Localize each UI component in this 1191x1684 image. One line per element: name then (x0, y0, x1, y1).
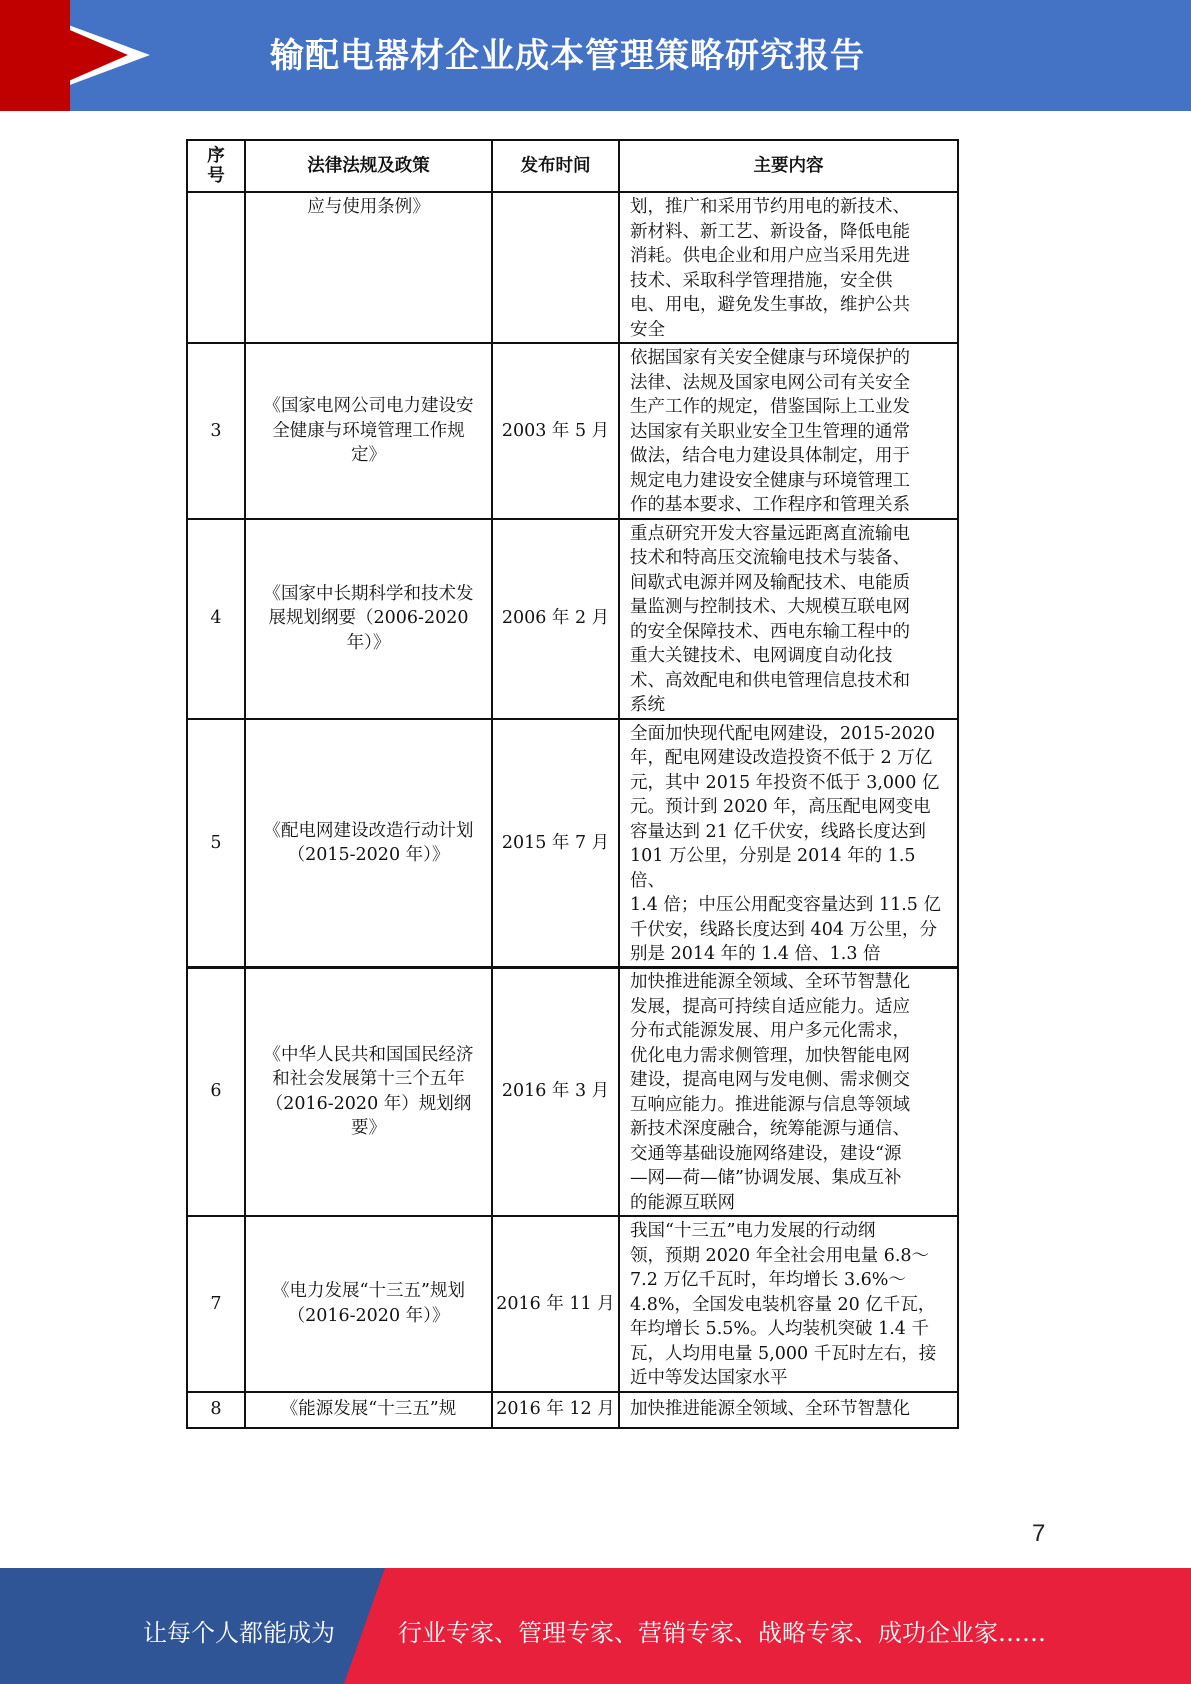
content-line: —网—荷—储”协调发展、集成互补 (630, 1168, 902, 1188)
row-date (492, 192, 619, 343)
content-line: 我国“十三五”电力发展的行动纲 (630, 1221, 876, 1241)
content-line: 的安全保障技术、西电东输工程中的 (630, 621, 910, 642)
content-line: 4.8%，全国发电装机容量 20 亿千瓦， (630, 1294, 936, 1315)
row-date: 2016 年 11 月 (492, 1216, 619, 1392)
header-num (187, 140, 245, 192)
row-content (619, 1216, 958, 1392)
header-law: 法律法规及政策 (245, 140, 492, 192)
content-line: 交通等基础设施网络建设，建设“源 (630, 1143, 902, 1164)
content-line: 容量达到 21 亿千伏安，线路长度达到 (630, 821, 926, 842)
row-content (619, 967, 958, 1216)
row-law: 《配电网建设改造行动计划（2015-2020 年）》 (245, 719, 492, 968)
row-content (619, 1392, 958, 1428)
content-line: 1.4 倍；中压公用配变容量达到 11.5 亿 (630, 895, 941, 915)
row-num: 7 (187, 1216, 245, 1392)
row-content (619, 719, 958, 968)
row-num (187, 192, 245, 343)
content-line: 依据国家有关安全健康与环境保护的 (630, 348, 910, 368)
content-line: 分布式能源发展、用户多元化需求， (630, 1021, 910, 1041)
row-content (619, 192, 958, 343)
page-footer (0, 1568, 1191, 1684)
header-num-line2: 号 (207, 166, 225, 186)
content-line: 消耗。供电企业和用户应当采用先进 (630, 246, 910, 266)
content-line: 优化电力需求侧管理，加快智能电网 (630, 1045, 910, 1066)
table-row (187, 192, 958, 343)
table-header-row (187, 140, 958, 192)
content-line: 建设，提高电网与发电侧、需求侧交 (630, 1070, 910, 1090)
content-line: 千伏安，线路长度达到 404 万公里，分 (630, 919, 938, 940)
page-header (0, 0, 1191, 111)
content-line: 生产工作的规定，借鉴国际上工业发 (630, 397, 910, 417)
content-line: 加快推进能源全领域、全环节智慧化 (630, 972, 910, 992)
content-line: 电、用电，避免发生事故，维护公共 (630, 295, 910, 315)
content-line: 新技术深度融合，统筹能源与通信、 (630, 1119, 910, 1139)
row-date: 2006 年 2 月 (492, 519, 619, 719)
content-line: 间歇式电源并网及输配技术、电能质 (630, 572, 910, 593)
content-line: 发展，提高可持续自适应能力。适应 (630, 996, 910, 1017)
content-line: 术、高效配电和供电管理信息技术和 (630, 670, 910, 691)
content-line: 互响应能力。推进能源与信息等领域 (630, 1094, 910, 1115)
header-arrow-icon (0, 0, 128, 111)
row-law: 《国家中长期科学和技术发展规划纲要（2006-2020 年）》 (245, 519, 492, 719)
row-date: 2015 年 7 月 (492, 719, 619, 968)
row-num: 4 (187, 519, 245, 719)
policy-table-part-2 (186, 966, 959, 1429)
report-title: 输配电器材企业成本管理策略研究报告 (270, 36, 865, 76)
row-content (619, 519, 958, 719)
table-row (187, 967, 958, 1216)
content-line: 新材料、新工艺、新设备，降低电能 (630, 221, 910, 242)
content-line: 101 万公里，分别是 2014 年的 1.5 倍、 (630, 846, 916, 891)
row-date: 2016 年 3 月 (492, 967, 619, 1216)
content-line: 技术、采取科学管理措施，安全供 (630, 270, 893, 291)
content-line: 瓦，人均用电量 5,000 千瓦时左右，接 (630, 1343, 937, 1364)
policy-table-part-1 (186, 139, 959, 969)
row-num: 3 (187, 343, 245, 519)
row-law: 《电力发展“十三五”规划（2016-2020 年）》 (245, 1216, 492, 1392)
table-row (187, 719, 958, 968)
content-line: 近中等发达国家水平 (630, 1368, 788, 1388)
footer-slogan-right: 行业专家、管理专家、营销专家、战略专家、成功企业家…… (398, 1619, 1046, 1647)
row-num: 8 (187, 1392, 245, 1428)
row-content (619, 343, 958, 519)
row-date: 2016 年 12 月 (492, 1392, 619, 1428)
page-number: 7 (1032, 1520, 1046, 1547)
header-date: 发布时间 (492, 140, 619, 192)
content-line: 系统 (630, 695, 665, 715)
content-line: 做法，结合电力建设具体制定，用于 (630, 446, 910, 466)
content-line: 重大关键技术、电网调度自动化技 (630, 646, 893, 666)
content-line: 元。预计到 2020 年，高压配电网变电 (630, 797, 931, 817)
content-line: 7.2 万亿千瓦时，年均增长 3.6%～ (630, 1270, 906, 1290)
content-line: 加快推进能源全领域、全环节智慧化 (630, 1399, 910, 1420)
content-line: 领，预期 2020 年全社会用电量 6.8～ (630, 1245, 930, 1266)
row-law: 《中华人民共和国国民经济和社会发展第十三个五年（2016-2020 年）规划纲要》 (245, 967, 492, 1216)
header-content: 主要内容 (619, 140, 958, 192)
row-date: 2003 年 5 月 (492, 343, 619, 519)
header-num-line1: 序 (207, 146, 225, 166)
table-row (187, 343, 958, 519)
content-line: 全面加快现代配电网建设，2015-2020 (630, 723, 935, 744)
row-num: 6 (187, 967, 245, 1216)
row-num: 5 (187, 719, 245, 968)
content-line: 年，配电网建设改造投资不低于 2 万亿 (630, 748, 933, 768)
content-line: 技术和特高压交流输电技术与装备、 (630, 548, 910, 568)
row-law: 《国家电网公司电力建设安全健康与环境管理工作规定》 (245, 343, 492, 519)
row-law: 应与使用条例》 (245, 192, 492, 343)
table-row (187, 519, 958, 719)
content-line: 的能源互联网 (630, 1192, 735, 1213)
content-line: 规定电力建设安全健康与环境管理工 (630, 470, 910, 491)
content-line: 达国家有关职业安全卫生管理的通常 (630, 421, 910, 442)
content-line: 年均增长 5.5%。人均装机突破 1.4 千 (630, 1319, 929, 1339)
content-line: 别是 2014 年的 1.4 倍、1.3 倍 (630, 944, 881, 964)
table-row (187, 1392, 958, 1428)
footer-slogan-left: 让每个人都能成为 (143, 1619, 335, 1647)
table-row (187, 1216, 958, 1392)
content-line: 作的基本要求、工作程序和管理关系 (630, 495, 910, 515)
content-line: 重点研究开发大容量远距离直流输电 (630, 523, 910, 544)
content-line: 安全 (630, 319, 665, 340)
content-line: 量监测与控制技术、大规模互联电网 (630, 597, 910, 617)
content-line: 划，推广和采用节约用电的新技术、 (630, 197, 910, 217)
content-line: 法律、法规及国家电网公司有关安全 (630, 372, 910, 393)
content-line: 元，其中 2015 年投资不低于 3,000 亿 (630, 772, 940, 793)
row-law: 《能源发展“十三五”规 (245, 1392, 492, 1428)
